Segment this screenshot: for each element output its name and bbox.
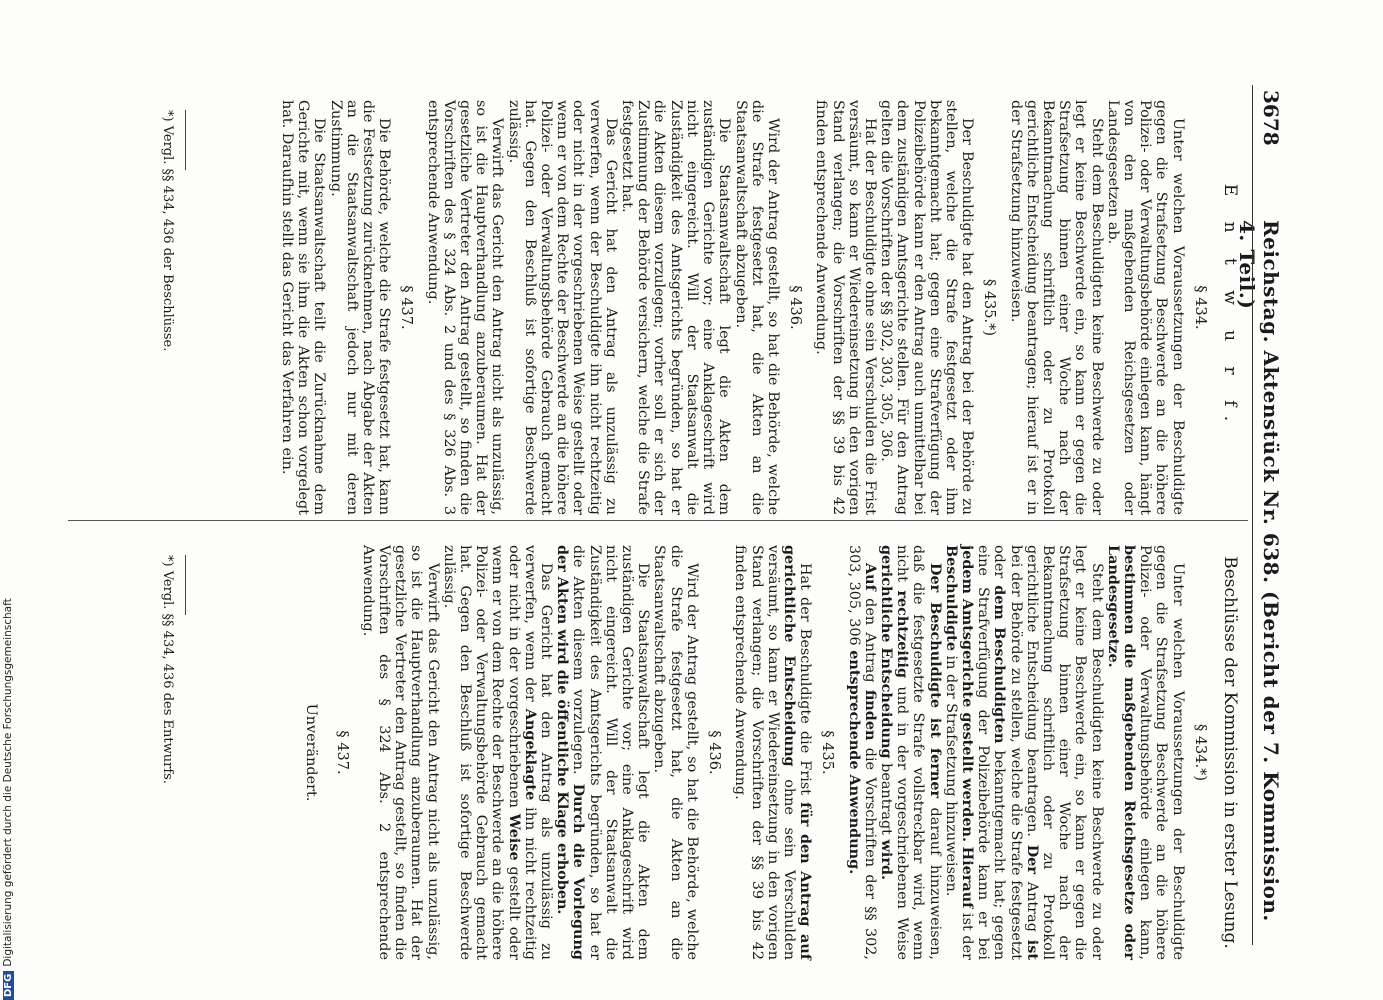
paragraph xyxy=(878,545,943,960)
paragraph: Das Gericht hat den Antrag als unzulässig zu verwerfen, wenn der Beschuldigte ihn nicht rechtzeitig oder nicht in der vorgeschriebenen Weise gestellt oder wenn er von dem Rechte der Beschwerde an die höhere Polizei- oder Verwaltungsbehörde Gebrauch gemacht hat. Gegen den Beschluß ist sofortige Beschwerde zulässig. xyxy=(505,100,619,515)
paragraph: Wird der Antrag gestellt, so hat die Behörde, welche die Strafe festgesetzt hat, die Akten an die Staatsanwaltschaft abzugeben. xyxy=(651,545,700,960)
paragraph: Die Staatsanwaltschaft teilt die Zurücknahme dem Gerichte mit, wenn sie ihm die Akten schon vorgelegt hat. Daraufhin stellt das Gericht das Verfahren ein. xyxy=(279,100,328,515)
bold-run: Auf xyxy=(861,563,879,591)
text-run: ohne sein Verschulden versäumt, so kann er Wiedereinsetzung in den vorigen Stand verlangen; die Vorschriften der §§ 39 bis 42 finden entsprechende Anwendung. xyxy=(732,545,797,960)
text-run: darauf hinzuweisen, daß die festgesetzte Strafe vollstreckbar wird, wenn nicht xyxy=(894,545,943,960)
bold-run: finden xyxy=(861,689,879,741)
footnote-beschluesse: *) Vergl. §§ 434, 436 des Entwurfs. xyxy=(160,555,175,784)
section-heading: § 434. xyxy=(1191,285,1208,330)
text-run: und in der vorgeschriebenen Weise xyxy=(894,678,911,960)
bold-run: jedem Amtsgerichte gestellt werden. xyxy=(958,545,976,842)
section-heading: § 435. xyxy=(819,730,836,775)
page-number: 3678 xyxy=(1259,90,1283,146)
text-run: die Vorschriften der §§ 302, 303, 305, 306 xyxy=(845,545,878,960)
bold-run: gerichtliche Entscheidung xyxy=(877,545,895,759)
section-heading: § 435.*) xyxy=(981,278,998,337)
text-run: Die Staatsanwaltschaft legt die Akten dem zuständigen Gerichte vor; eine Anklageschrift wird nicht eingereicht. Will der Staatsanwalt die Zuständigkeit des Amtsgerichts begründen, so hat er die Akten diesem vorzulegen. xyxy=(570,545,652,960)
text-run: beantragt xyxy=(877,758,894,840)
text-run: gestellt oder wenn er von dem Rechte der Beschwerde an die höhere Polizei- oder Verwaltungsbehörde Gebrauch gemacht hat. Gegen den Beschluß ist sofortige Beschwerde zulässig. xyxy=(440,545,522,960)
text-run: Antrag xyxy=(1023,873,1040,940)
paragraph: Wird der Antrag gestellt, so hat die Behörde, welche die Strafe festgesetzt hat, die Akten an die Staatsanwaltschaft abzugeben. xyxy=(732,100,781,515)
bold-run: wird. xyxy=(877,839,895,881)
text-run: ist der xyxy=(958,908,975,961)
page-header xyxy=(1235,90,1283,940)
section-heading: § 437. xyxy=(333,730,350,775)
section-heading: § 437. xyxy=(398,285,415,330)
column-entwurf xyxy=(279,100,1238,515)
credit-inner xyxy=(2,598,14,1000)
text-run: ihn nicht rechtzeitig oder nicht in der vorgeschriebenen xyxy=(505,545,538,960)
text-run: den Antrag xyxy=(861,590,878,690)
bold-run: Weise xyxy=(505,813,523,861)
header-rule xyxy=(1252,85,1253,945)
bold-run: Angeklagte xyxy=(521,708,539,801)
text-run: bei der Behörde zu stellen, welche die Strafe festgesetzt oder xyxy=(991,545,1024,960)
bold-run: dem Beschuldigten xyxy=(991,585,1009,744)
paragraph: Die Staatsanwaltschaft legt die Akten dem zuständigen Gerichte vor; eine Anklageschrift wird nicht eingereicht. Will der Staatsanwalt die Zuständigkeit des Amtsgerichts begründen, so hat er die Akten diesem vorzulegen; vorher soll er sich der Zustimmung der Behörde versichern, welche die Strafe festgesetzt hat. xyxy=(619,100,733,515)
column-divider xyxy=(68,520,1248,521)
text-run: bekanntgemacht hat; gegen eine Strafverfügung der Polizeibehörde kann er bei xyxy=(975,545,1008,960)
text-run: Hat der Beschuldigte die Frist xyxy=(797,563,814,803)
footnote-entwurf: *) Vergl. §§ 434, 436 der Beschlüsse. xyxy=(160,110,175,352)
bold-run: bestimmen die maßgebenden xyxy=(1120,545,1138,801)
unchanged-note: Unverändert. xyxy=(303,703,320,802)
bold-run: Durch die Vorlegung der Akten wird die öffentliche Klage erhoben. xyxy=(554,545,588,960)
paragraph: Steht dem Beschuldigten keine Beschwerde zu oder legt er keine Beschwerde ein, so kann er gegen die Strafsetzung binnen einer Woche nach der Bekanntmachung schriftlich oder zu Protokoll gerichtliche Entscheidung beantragen; hierauf ist er in der Strafsetzung hinzuweisen. xyxy=(1007,100,1105,515)
bold-run: entsprechende Anwendung. xyxy=(845,650,863,875)
footnote-rule xyxy=(185,555,186,615)
text-run: Steht dem Beschuldigten keine Beschwerde zu oder legt er keine Beschwerde ein, so kann er gegen die Strafsetzung binnen einer Woche nach der Bekanntmachung schriftlich oder zu Protokoll gerichtliche Entscheidung beantragen. xyxy=(1023,545,1105,960)
credit-text: Digitalisierung gefördert durch die Deutsche Forschungsgemeinschaft xyxy=(2,598,14,967)
digitization-credit xyxy=(0,0,18,1000)
paragraph xyxy=(943,545,1105,960)
section-heading: § 434.*) xyxy=(1191,723,1208,782)
paragraph xyxy=(732,545,813,960)
text-run: Unter welchen Voraussetzungen der Beschuldigte gegen die Strafsetzung Beschwerde an die höhere Polizei- oder Verwaltungsbehörde einlegen kann, xyxy=(1137,545,1186,960)
section-heading: § 436. xyxy=(706,730,723,775)
paragraph: Hat der Beschuldigte ohne sein Verschulden die Frist versäumt, so kann er Wiedereinsetzung in den vorigen Stand verlangen; die Vorschriften der §§ 39 bis 42 finden entsprechende Anwendung. xyxy=(813,100,878,515)
paragraph: Verwirft das Gericht den Antrag nicht als unzulässig, so ist die Hauptverhandlung anzuberaumen. Hat der gesetzliche Vertreter den Antrag gestellt, so finden die Vorschriften des § 324 Abs. 2 und des § 326 Abs. 3 entsprechende Anwendung. xyxy=(424,100,506,515)
bold-run: rechtzeitig xyxy=(894,590,912,679)
paragraph: Verwirft das Gericht den Antrag nicht als unzulässig, so ist die Hauptverhandlung anzuberaumen. Hat der gesetzliche Vertreter den Antrag gestellt, so finden die Vorschriften des § 324 Abs. 2 entsprechende Anwendung. xyxy=(359,545,441,960)
text-run: Das Gericht hat den Antrag als unzulässig zu verwerfen, wenn der xyxy=(521,545,555,960)
bold-run: Der xyxy=(1023,844,1041,874)
paragraph xyxy=(845,545,877,960)
section-heading: § 436. xyxy=(787,285,804,330)
paragraph xyxy=(441,545,554,960)
paragraph: Die Behörde, welche die Strafe festgesetzt hat, kann die Festsetzung zurücknehmen, nach Abgabe der Akten an die Staatsanwaltschaft jedoch nur mit deren Zustimmung. xyxy=(327,100,393,515)
paragraph: Unter welchen Voraussetzungen der Beschuldigte gegen die Strafsetzung Beschwerde an die höhere Polizei- oder Verwaltungsbehörde einlegen kann, hängt von den maßgebenden Reichsgesetzen oder Landesgesetzen ab. xyxy=(1104,100,1186,515)
bold-run: Reichsgesetze oder Landesgesetze. xyxy=(1104,545,1138,960)
text-run: in der Strafsetzung hinzuweisen. xyxy=(942,650,959,897)
paragraph xyxy=(1105,545,1186,960)
column-title-beschluesse: Beschlüsse der Kommission in erster Lesung. xyxy=(1220,556,1240,949)
bold-run: Der Beschuldigte ist ferner xyxy=(926,563,944,799)
column-title-entwurf: E n t w u r f. xyxy=(1220,183,1240,432)
bold-run: ist xyxy=(1023,939,1041,960)
dfg-logo-icon: DFG xyxy=(3,971,14,1000)
footnote-rule xyxy=(185,110,186,170)
bold-run: für den Antrag auf gerichtliche Entscheidung xyxy=(780,545,815,960)
column-beschluesse xyxy=(303,545,1238,960)
page-title: Reichstag. Aktenstück Nr. 638. (Bericht der 7. Kommission. 4. Teil.) xyxy=(1235,220,1283,922)
bold-run: Beschuldigte xyxy=(942,545,960,651)
paragraph xyxy=(554,545,651,960)
bold-run: Hierauf xyxy=(958,846,976,909)
paragraph: Der Beschuldigte hat den Antrag bei der Behörde zu stellen, welche die Strafe festgesetzt oder ihm bekanntgemacht hat; gegen eine Strafverfügung der Polizeibehörde kann er den Antrag auch unmittelbar bei dem zuständigen Amtsgerichte stellen. Für den Antrag gelten die Vorschriften der §§ 302, 303, 305, 306. xyxy=(878,100,976,515)
